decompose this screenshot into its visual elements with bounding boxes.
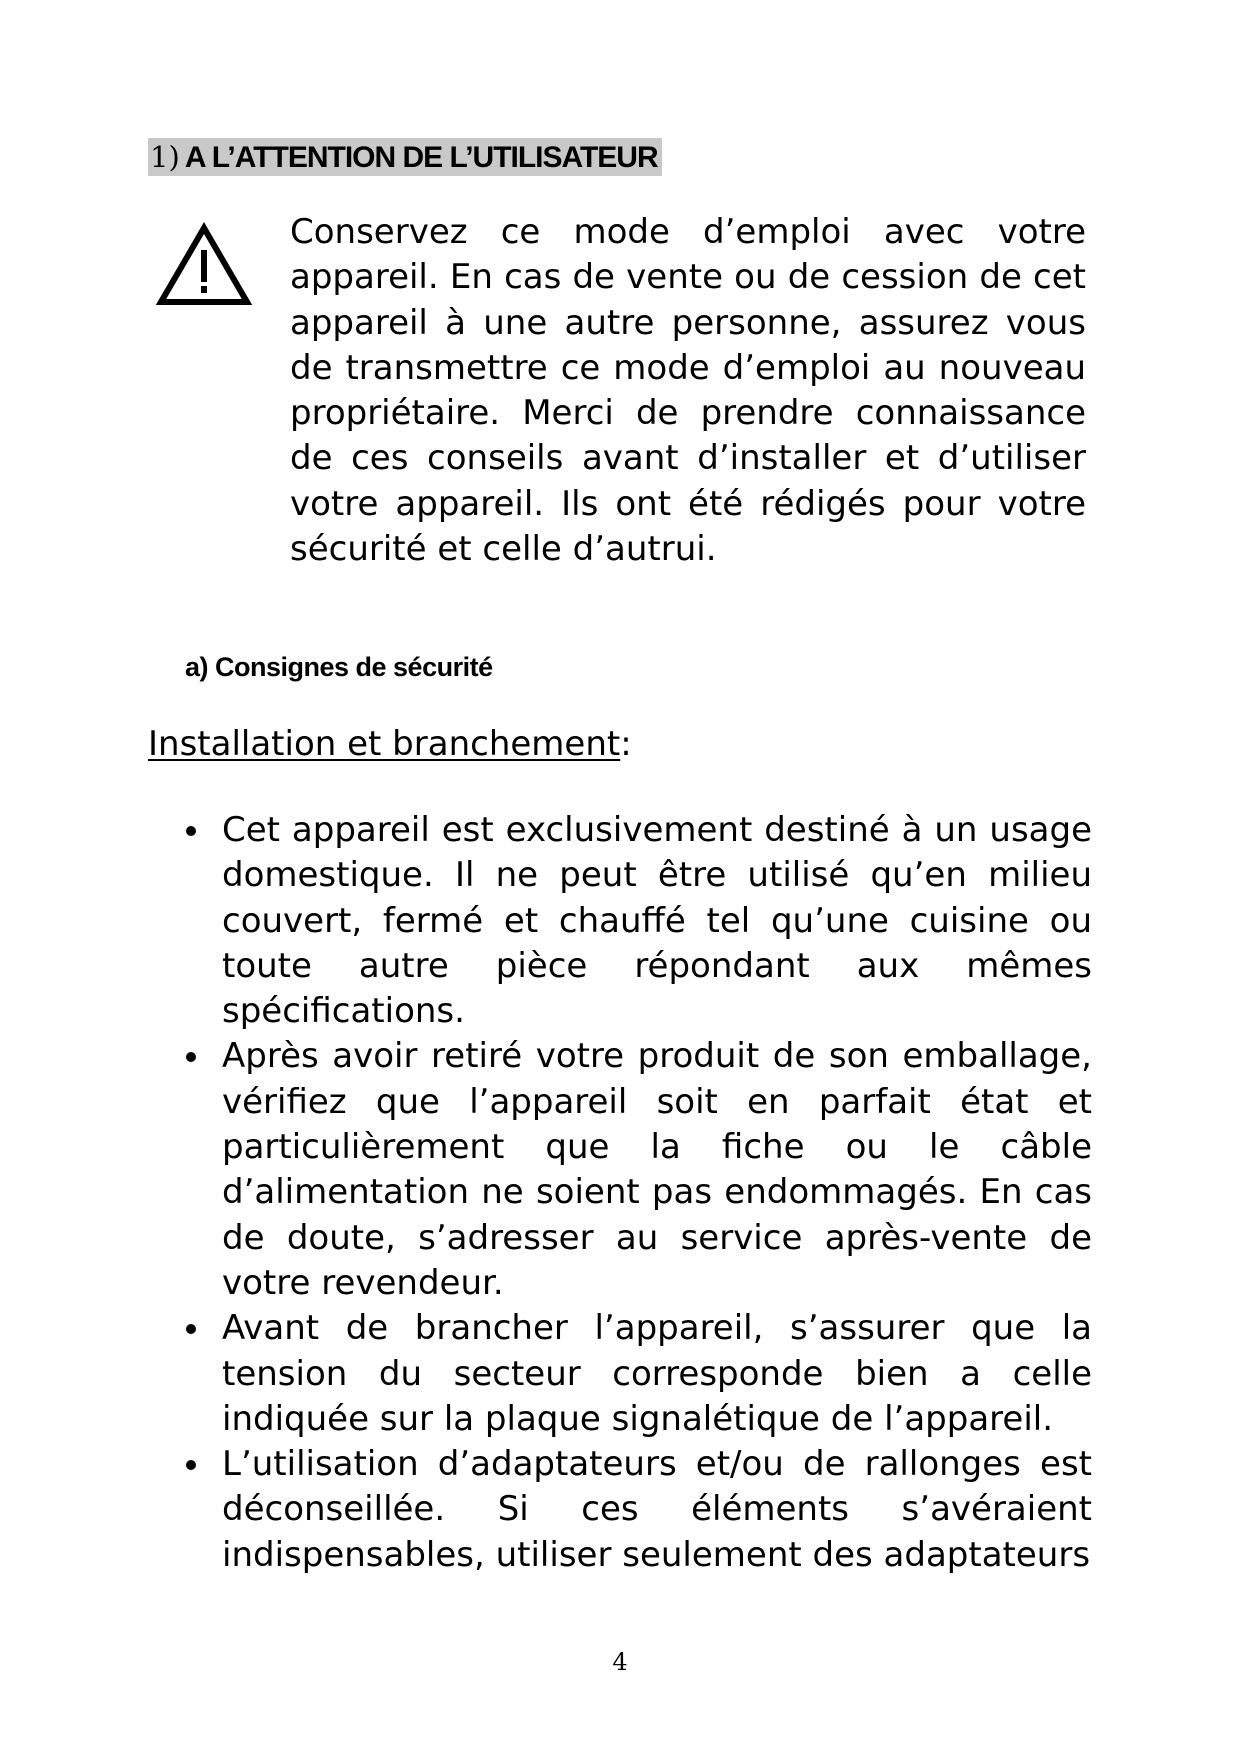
installation-heading-text: Installation et branchement bbox=[148, 724, 621, 764]
bullet-icon bbox=[186, 1052, 196, 1062]
section-title: A L’ATTENTION DE L’UTILISATEUR bbox=[184, 141, 658, 174]
warning-text: Conservez ce mode d’emploi avec votre appareil. En cas de vente ou de cession de cet appareil à une autre personne, assurez vous de transmettre ce mode d’emploi au nouveau propriétaire. Merci de prendre connaissance de ces conseils avant d’installer et d’utiliser votre appareil. Ils ont été rédigés pour votre sécurité et celle d’autrui. bbox=[290, 212, 1086, 570]
section-heading bbox=[148, 138, 662, 176]
list-item-text: Avant de brancher l’appareil, s’assurer que la tension du secteur corresponde bien a celle indiquée sur la plaque signalétique de l’appareil. bbox=[222, 1308, 1092, 1439]
bullet-icon bbox=[186, 826, 196, 836]
list-item-text: L’utilisation d’adaptateurs et/ou de rallonges est déconseillée. Si ces éléments s’avéraient indispensables, utiliser seulement des adaptateurs bbox=[222, 1444, 1092, 1575]
subsection-title: a) Consignes de sécurité bbox=[185, 652, 493, 682]
list-item bbox=[0, 808, 1092, 1034]
warning-triangle-icon bbox=[156, 222, 252, 308]
page-number: 4 bbox=[612, 1648, 628, 1676]
list-item bbox=[0, 1442, 1092, 1578]
bullet-icon bbox=[186, 1324, 196, 1334]
list-item-text: Cet appareil est exclusivement destiné à un usage domestique. Il ne peut être utilisé qu’en milieu couvert, fermé et chauffé tel qu’une cuisine ou toute autre pièce répondant aux mêmes spécifications. bbox=[222, 810, 1092, 1032]
list-item bbox=[0, 1034, 1092, 1306]
list-item-text: Après avoir retiré votre produit de son emballage, vérifiez que l’appareil soit en parfait état et particulièrement que la fiche ou le câble d’alimentation ne soient pas endommagés. En cas de doute, s’adresser au service après-vente de votre revendeur. bbox=[222, 1036, 1092, 1303]
installation-heading-colon: : bbox=[620, 724, 632, 764]
list-item bbox=[0, 1306, 1092, 1442]
installation-heading bbox=[148, 722, 632, 766]
safety-bullet-list bbox=[0, 808, 1092, 1578]
bullet-icon bbox=[186, 1460, 196, 1470]
section-number: 1) bbox=[150, 140, 180, 174]
